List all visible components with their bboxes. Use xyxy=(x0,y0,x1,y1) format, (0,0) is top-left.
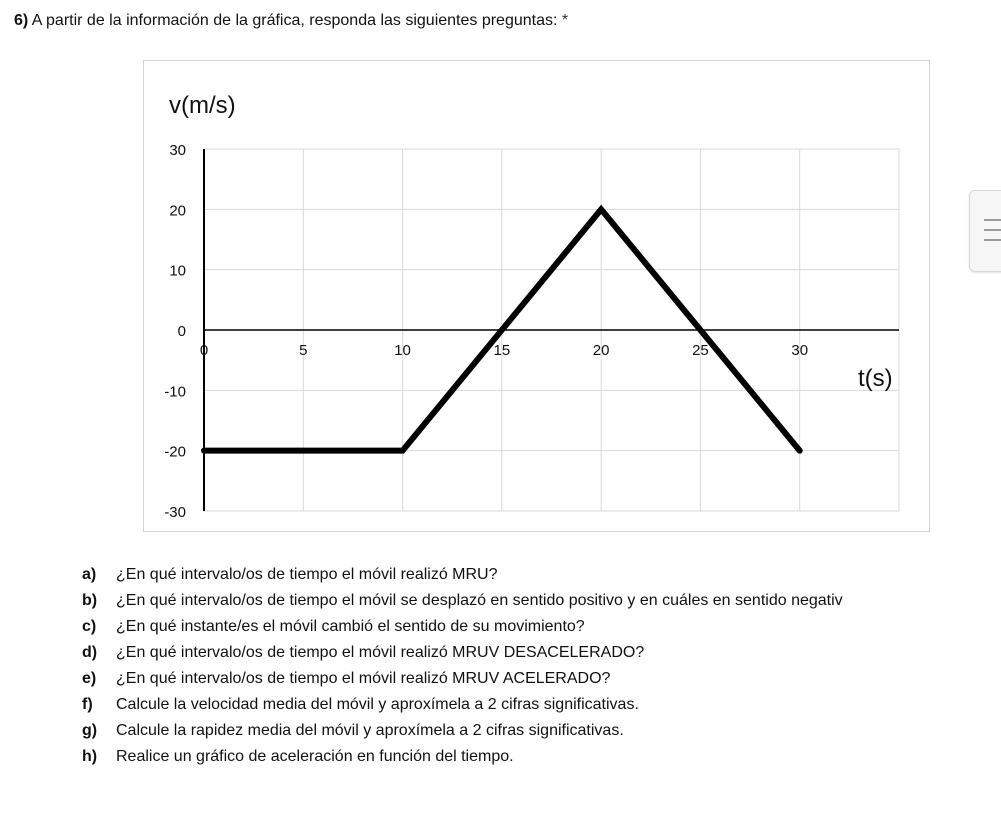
question-label: b) xyxy=(82,592,98,609)
question-text: ¿En qué intervalo/os de tiempo el móvil se desplazó en sentido positivo y en cuáles en sentido negativ xyxy=(116,592,843,609)
x-tick-label: 5 xyxy=(299,342,308,359)
question-label: g) xyxy=(82,722,98,739)
handle-line xyxy=(984,229,1001,231)
question-title xyxy=(14,12,568,30)
question-item xyxy=(82,644,843,670)
velocity-time-chart xyxy=(144,61,929,531)
x-tick-label: 25 xyxy=(692,342,709,359)
question-label: c) xyxy=(82,618,97,635)
question-item xyxy=(82,618,843,644)
question-label: e) xyxy=(82,670,97,687)
x-tick-label: 10 xyxy=(394,342,411,359)
y-tick-label: 0 xyxy=(177,323,186,340)
question-label: h) xyxy=(82,748,98,765)
chart-container xyxy=(143,60,930,532)
velocity-point xyxy=(202,448,207,453)
question-text: ¿En qué instante/es el móvil cambió el sentido de su movimiento? xyxy=(116,618,585,635)
question-item xyxy=(82,722,843,748)
x-tick-label: 30 xyxy=(791,342,809,359)
question-text: ¿En qué intervalo/os de tiempo el móvil realizó MRUV DESACELERADO? xyxy=(116,644,645,661)
y-tick-label: 30 xyxy=(169,142,186,159)
velocity-point xyxy=(400,448,405,453)
question-label: a) xyxy=(82,566,97,583)
x-tick-label: 0 xyxy=(199,342,209,359)
y-axis-label: v(m/s) xyxy=(169,92,236,119)
question-item xyxy=(82,696,843,722)
question-number: 6) xyxy=(14,12,29,29)
question-label: d) xyxy=(82,644,98,661)
y-tick-label: -20 xyxy=(164,443,186,461)
velocity-point xyxy=(599,207,604,212)
side-panel-handle[interactable] xyxy=(969,190,1001,272)
y-tick-label: 20 xyxy=(169,202,186,220)
question-list xyxy=(82,566,843,774)
question-text: Realice un gráfico de aceleración en función del tiempo. xyxy=(116,748,514,765)
question-item xyxy=(82,592,843,618)
handle-line xyxy=(984,239,1001,241)
handle-line xyxy=(984,219,1001,221)
velocity-point xyxy=(797,448,802,453)
question-text: ¿En qué intervalo/os de tiempo el móvil realizó MRU? xyxy=(116,566,498,583)
question-text: Calcule la velocidad media del móvil y aproxímela a 2 cifras significativas. xyxy=(116,696,639,713)
y-tick-label: -30 xyxy=(164,504,186,521)
question-item xyxy=(82,748,843,774)
x-tick-label: 20 xyxy=(592,342,610,359)
x-tick-label: 15 xyxy=(493,342,511,359)
question-item xyxy=(82,670,843,696)
question-text: A partir de la información de la gráfica, responda las siguientes preguntas: xyxy=(31,12,558,29)
question-text: Calcule la rapidez media del móvil y aproxímela a 2 cifras significativas. xyxy=(116,722,624,739)
x-axis-label: t(s) xyxy=(858,365,893,392)
question-text: ¿En qué intervalo/os de tiempo el móvil realizó MRUV ACELERADO? xyxy=(116,670,611,687)
required-mark: * xyxy=(561,12,569,29)
y-tick-label: -10 xyxy=(164,383,186,401)
y-tick-label: 10 xyxy=(169,262,186,280)
question-label: f) xyxy=(82,696,93,713)
question-item xyxy=(82,566,843,592)
